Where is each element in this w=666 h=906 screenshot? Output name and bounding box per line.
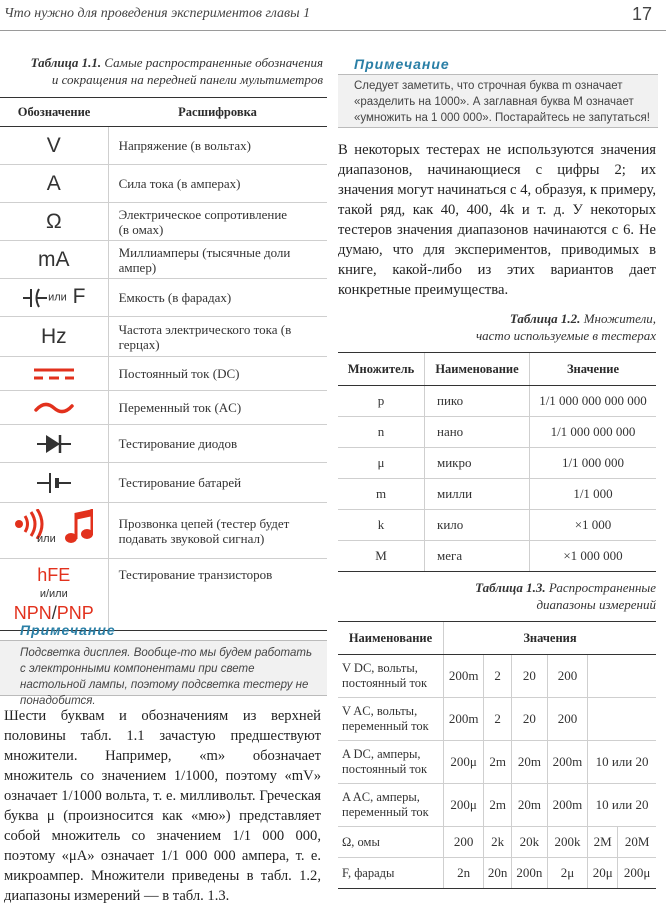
range-value: 200 (547, 655, 587, 698)
col-symbol-header: Обозначение (0, 98, 108, 127)
range-value: 200k (547, 827, 587, 858)
meaning-ampere: Сила тока (в амперах) (108, 165, 327, 203)
symbol-transistor (0, 559, 108, 631)
range-value: 20k (512, 827, 548, 858)
meaning-battery: Тестирование батарей (108, 463, 327, 503)
range-value: 2 (484, 698, 512, 741)
multipliers-table (338, 352, 656, 572)
meaning-diode: Тестирование диодов (108, 425, 327, 463)
range-name: A DC, амперы, постоянный ток (338, 741, 444, 784)
table-row (338, 827, 656, 858)
note2-title: Примечание (354, 56, 450, 72)
table-row (338, 655, 656, 698)
right-paragraph: В некоторых тестерах не используются значения диапазонов, начинающиеся с цифры 2; их значения могут начинаться с 4, образуя, к примеру, такой ряд, как 40, 400, 4k и т. д. У некоторых тестеров значения диапазонов начинаются с 6. Не думаю, что для экспериментов, приводимых в книге, какой-либо из этих вариантов дает конкретные преимущества. (338, 142, 656, 298)
range-value: 20M (618, 827, 656, 858)
table-row (0, 127, 327, 165)
mult-cell: p (338, 386, 425, 417)
symbol-capacitance (0, 279, 108, 317)
col-name-header: Наименование (338, 622, 444, 655)
symbol-or-label: и/или (39, 588, 68, 600)
symbol-continuity (0, 503, 108, 559)
symbol-dc (0, 357, 108, 391)
table1-caption (0, 54, 323, 88)
table1-caption-line2: и сокращения на передней панели мультиметров (51, 72, 323, 87)
ranges-table (338, 621, 656, 889)
mult-cell: m (338, 479, 425, 510)
table-row (0, 357, 327, 391)
range-value: 200n (512, 858, 548, 889)
table-row (0, 165, 327, 203)
symbol-npn: NPN (13, 603, 52, 623)
range-name: Ω, омы (338, 827, 444, 858)
capacitor-icon (22, 286, 48, 310)
range-value: 2n (444, 858, 484, 889)
table1-caption-line1: Самые распространенные обозначения (104, 55, 323, 70)
col-name-header: Наименование (425, 353, 530, 386)
name-cell: милли (425, 479, 530, 510)
table2-caption-label: Таблица 1.2. (509, 311, 581, 326)
range-name: V DC, вольты, постоянный ток (338, 655, 444, 698)
symbol-diode (0, 425, 108, 463)
symbol-volt: V (0, 127, 108, 165)
table-row (0, 391, 327, 425)
table-row (338, 386, 656, 417)
table-row (338, 698, 656, 741)
meaning-continuity (108, 503, 327, 559)
range-value: 200μ (444, 741, 484, 784)
col-mult-header: Множитель (338, 353, 425, 386)
range-value: 20m (512, 741, 548, 784)
table3-caption-line1: Распространенные (548, 580, 656, 595)
meaning-frequency (108, 317, 327, 357)
table1-caption-label: Таблица 1.1. (30, 55, 102, 70)
range-value: 200m (547, 784, 587, 827)
meaning-ac: Переменный ток (AC) (108, 391, 327, 425)
value-cell: 1/1 000 000 (530, 448, 657, 479)
range-name: F, фарады (338, 858, 444, 889)
dc-icon (33, 366, 75, 382)
note2-box (338, 74, 658, 128)
symbol-slash: / (51, 603, 57, 623)
table-row (338, 858, 656, 889)
table-row (338, 417, 656, 448)
range-value: 20m (512, 784, 548, 827)
range-value: 200 (444, 827, 484, 858)
symbol-or-label: или (48, 291, 67, 304)
table3-caption (338, 579, 656, 613)
symbol-ampere: A (0, 165, 108, 203)
running-title: Что нужно для проведения экспериментов главы 1 (4, 6, 311, 21)
ac-wave-icon (34, 400, 74, 416)
range-value: 20μ (588, 858, 618, 889)
meaning-ohm (108, 203, 327, 241)
table-row (338, 510, 656, 541)
range-value: 2 (484, 655, 512, 698)
table-row (0, 241, 327, 279)
battery-icon (36, 471, 72, 495)
symbol-hertz: Hz (0, 317, 108, 357)
table-row (0, 559, 327, 631)
range-value: 10 или 20 (588, 741, 656, 784)
diode-icon (36, 433, 72, 455)
meaning-dc: Постоянный ток (DC) (108, 357, 327, 391)
symbol-pnp: PNP (56, 603, 94, 623)
name-cell: пико (425, 386, 530, 417)
meaning-continuity-text: Прозвонка цепей (тестер будет подавать звуковой сигнал) (118, 515, 290, 546)
symbols-table (0, 97, 327, 631)
table-row (0, 425, 327, 463)
value-cell: ×1 000 (530, 510, 657, 541)
range-value: 20 (512, 655, 548, 698)
value-cell: 1/1 000 (530, 479, 657, 510)
table-row (338, 479, 656, 510)
name-cell: кило (425, 510, 530, 541)
meaning-frequency-text: Частота электрического тока (в герцах) (118, 321, 292, 352)
note2-text: Следует заметить, что строчная буква m означает «разделить на 1000». А заглавная буква M означает «умножить на 1 000 000». Постарайтесь не запутаться! (354, 80, 650, 124)
left-paragraph: Шести буквам и обозначениям из верхней половины табл. 1.1 зачастую предшествуют множители. Например, «m» обозначает множитель со значением 1/1000, поэтому «mV» означает 1/1000 вольта, т. е. милливольт. Греческая буква μ (произносится как «мю») представляет собой множитель со значением 1/1 000 000, поэтому «μA» означает 1/1 000 000 ампера, т. е. микроампер. Множители приведены в табл. 1.2, диапазоны измерений — в табл. 1.3. (4, 708, 321, 904)
table-row (338, 448, 656, 479)
table3-caption-line2: диапазоны измерений (536, 597, 656, 612)
table2-caption (338, 310, 656, 344)
value-cell: 1/1 000 000 000 (530, 417, 657, 448)
range-value: 200m (444, 655, 484, 698)
table-row (338, 541, 656, 572)
music-note-icon (65, 507, 93, 545)
col-value-header: Значение (530, 353, 657, 386)
mult-cell: μ (338, 448, 425, 479)
meaning-ohm-text: Электрическое сопротивление (в омах) (118, 206, 288, 237)
table-row (0, 463, 327, 503)
value-cell: 1/1 000 000 000 000 (530, 386, 657, 417)
note1-box (0, 640, 327, 707)
name-cell: микро (425, 448, 530, 479)
page-number: 17 (631, 4, 652, 24)
symbol-farad: F (72, 285, 86, 309)
range-value: 200μ (618, 858, 656, 889)
meaning-milliamp (108, 241, 327, 279)
range-value: 20 (512, 698, 548, 741)
symbol-milliamp: mA (0, 241, 108, 279)
range-value: 200 (547, 698, 587, 741)
range-value (588, 698, 656, 741)
range-value: 200m (444, 698, 484, 741)
range-value: 2μ (547, 858, 587, 889)
range-value: 10 или 20 (588, 784, 656, 827)
range-value (588, 655, 656, 698)
meaning-capacitance: Емкость (в фарадах) (108, 279, 327, 317)
meaning-volt: Напряжение (в вольтах) (108, 127, 327, 165)
meaning-milliamp-text: Миллиамперы (тысячные доли ампер) (118, 244, 291, 275)
range-value: 2m (484, 741, 512, 784)
symbol-ac (0, 391, 108, 425)
symbol-ohm: Ω (0, 203, 108, 241)
name-cell: мега (425, 541, 530, 572)
col-meaning-header: Расшифровка (108, 98, 327, 127)
table-row (0, 279, 327, 317)
table-row (0, 503, 327, 559)
symbol-hfe: hFE (37, 565, 71, 585)
symbol-battery (0, 463, 108, 503)
range-name: V AC, вольты, переменный ток (338, 698, 444, 741)
table2-caption-line2: часто используемые в тестерах (475, 328, 656, 343)
value-cell: ×1 000 000 (530, 541, 657, 572)
table-row (338, 741, 656, 784)
col-values-header: Значения (444, 622, 657, 655)
mult-cell: k (338, 510, 425, 541)
table-row (338, 784, 656, 827)
range-value: 2M (588, 827, 618, 858)
note1-text: Подсветка дисплея. Вообще-то мы будем работать с электронными компонентами при свете настольной лампы, поэтому подсветка тестеру не понадобится. (20, 647, 313, 707)
range-value: 20n (484, 858, 512, 889)
header-rule (0, 30, 666, 31)
table2-caption-line1: Множители, (583, 311, 656, 326)
range-name: A AC, амперы, переменный ток (338, 784, 444, 827)
range-value: 2k (484, 827, 512, 858)
note1-title: Примечание (20, 622, 116, 638)
meaning-transistor: Тестирование транзисторов (108, 559, 327, 631)
range-value: 200m (547, 741, 587, 784)
mult-cell: M (338, 541, 425, 572)
symbol-or-label: или (37, 532, 56, 545)
range-value: 2m (484, 784, 512, 827)
name-cell: нано (425, 417, 530, 448)
table3-caption-label: Таблица 1.3. (475, 580, 546, 595)
mult-cell: n (338, 417, 425, 448)
table-row (0, 317, 327, 357)
range-value: 200μ (444, 784, 484, 827)
table-row (0, 203, 327, 241)
